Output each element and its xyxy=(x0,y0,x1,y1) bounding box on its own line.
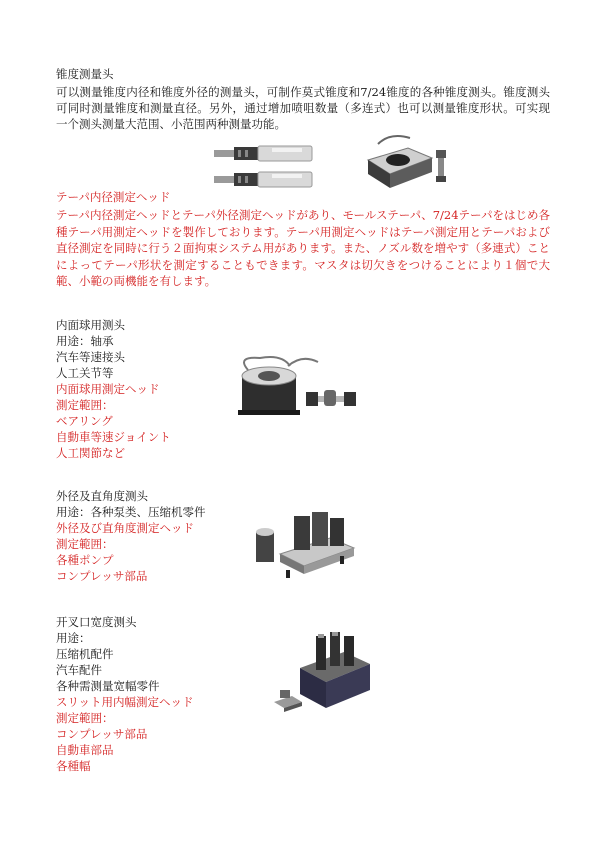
ball-jp-title: 内面球用測定ヘッド xyxy=(56,382,160,396)
taper-plug-gauge-image xyxy=(212,140,322,192)
taper-ring-gauge-image xyxy=(360,132,460,194)
slit-jp-item-3: 各種幅 xyxy=(56,759,91,773)
taper-description: 可以测量锥度内径和锥度外径的测量头，可制作莫式锥度和7/24锥度的各种锥度测头。锥度测头可同时测量锥度和测量直径。另外，通过增加喷咀数量（多连式）也可以测量锥度形状。可实现一个测头测量大范围、小范围两种测量功能。 xyxy=(56,85,550,131)
taper-jp-description: テーパ内径測定ヘッドとテーパ外径測定ヘッドがあり、モールステーパ、7/24テーパをはじめ各種テーパ用測定ヘッドを製作しております。テーパ用測定ヘッドはテーパ測定用とテーパおよび直径測定を同時に行う２面拘束システム用があります。また、ノズル数を増やす（多連式）ことによってテーパ形状を測定することもできます。マスタは切欠きをつけることにより１個で大範、小範の両機能を有します。 xyxy=(56,208,550,288)
outer-jp-item-2: コンプレッサ部品 xyxy=(56,569,148,583)
outer-jp-range: 測定範囲： xyxy=(56,537,114,551)
ball-usage: 用途：轴承 xyxy=(56,334,114,348)
slit-title: 开叉口宽度测头 xyxy=(56,615,137,629)
ball-title: 内面球用测头 xyxy=(56,318,125,332)
slit-jp-range: 測定範囲： xyxy=(56,711,114,725)
slit-jp-item-1: コンプレッサ部品 xyxy=(56,727,148,741)
slit-item-3: 各种需测量宽幅零件 xyxy=(56,679,160,693)
outer-title: 外径及直角度测头 xyxy=(56,489,148,503)
outer-usage: 用途：各种泵类、压缩机零件 xyxy=(56,505,206,519)
slit-item-1: 压缩机配件 xyxy=(56,647,114,661)
slit-width-gauge-image xyxy=(270,632,380,718)
slit-jp-item-2: 自動車部品 xyxy=(56,743,114,757)
outer-diameter-gauge-image xyxy=(250,508,360,582)
ball-item-1: 汽车等速接头 xyxy=(56,350,125,364)
ball-jp-item-2: 自動車等速ジョイント xyxy=(56,430,171,444)
ball-jp-item-3: 人工関節など xyxy=(56,446,125,460)
outer-jp-title: 外径及び直角度測定ヘッド xyxy=(56,521,194,535)
slit-jp-title: スリット用内幅測定ヘッド xyxy=(56,695,194,709)
taper-jp-title: テーパ内径測定ヘッド xyxy=(56,190,171,204)
ball-jp-item-1: ベアリング xyxy=(56,414,113,428)
inner-sphere-gauge-image xyxy=(232,352,372,418)
outer-jp-item-1: 各種ポンプ xyxy=(56,553,114,567)
taper-title: 锥度测量头 xyxy=(56,67,114,81)
slit-usage: 用途： xyxy=(56,631,91,645)
slit-item-2: 汽车配件 xyxy=(56,663,102,677)
ball-item-2: 人工关节等 xyxy=(56,366,114,380)
ball-jp-range: 測定範囲： xyxy=(56,398,114,412)
